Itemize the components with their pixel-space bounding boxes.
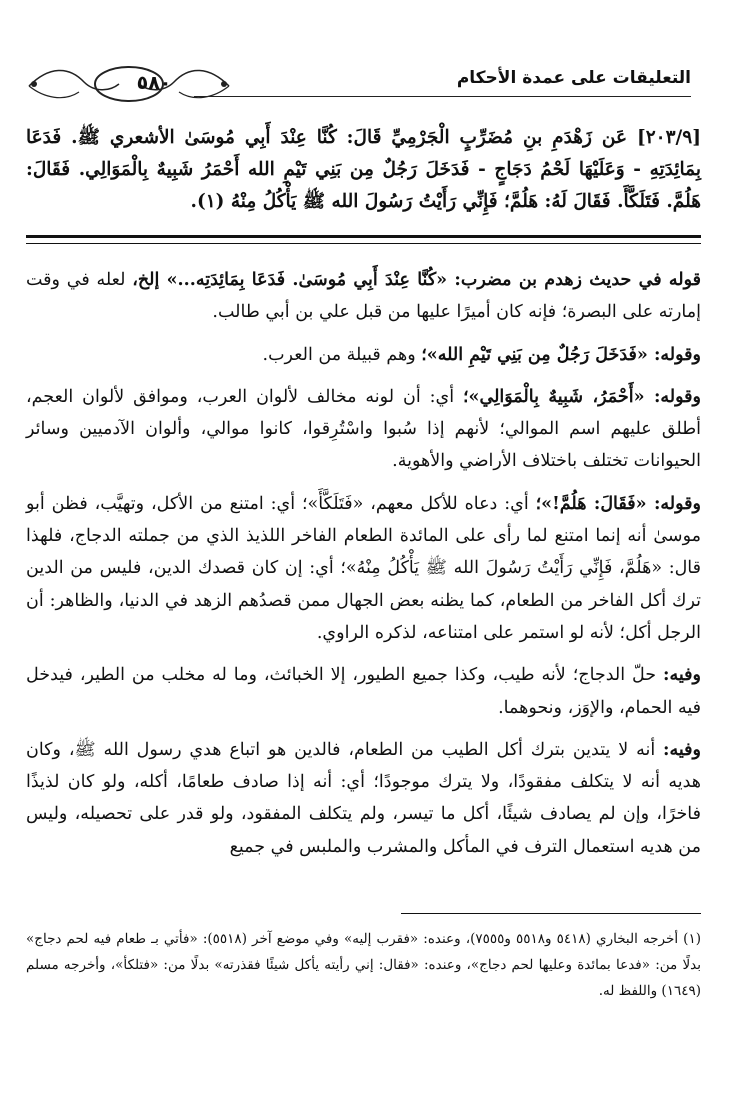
paragraph-lead: وقوله: «فَقَالَ: هَلُمَّ!»؛: [535, 493, 701, 514]
paragraph-text: أي: دعاه للأكل معهم، «فَتَلَكَّأَ»؛ أي: امتنع من الأكل، وتهيَّب، فظن أبو موسىٰ أنه إنما امتنع لما رأى على المائدة الطعام الفاخر اللذيذ الذي من جملته الدجاج، فلهذا قال: «هَلُمَّ، فَإِنِّي رَأَيْتُ رَسُولَ الله ﷺ يَأْكُلُ مِنْهُ»؛ أي: إن كان قصدك الدين، فليس من الدين ترك أكل الفاخر من الطعام، كما يظنه بعض الجهال ممن قصدُهم الزهد في الدنيا، والظاهر: أن الرجل أكل؛ لأنه لو استمر على امتناعه، لذكره الراوي.: [26, 493, 701, 643]
paragraph-text: حلّ الدجاج؛ لأنه طيب، وكذا جميع الطيور، إلا الخبائث، وما له مخلب من الطير، فيدخل فيه الحمام، والإوَز، ونحوهما.: [26, 665, 701, 718]
footnote-text: أخرجه البخاري (٥٤١٨ و٥٥١٨ و٧٥٥٥)، وعنده: «فقرب إليه» وفي موضع آخر (٥٥١٨): «فأتي بـ طعام فيه لحم دجاج» بدلًا من: «فدعا بمائدة وعليها لحم دجاج»، وعنده: «فقال: إني رأيته يأكل شيئًا فقذرته» بدلًا من: «فتلكأ»، وأخرجه مسلم (١٦٤٩) واللفظ له.: [26, 931, 701, 999]
paragraph-lead: وفيه:: [663, 665, 701, 686]
hadith-number: [٢٠٣/٩]: [636, 127, 701, 148]
header-rule: [194, 96, 691, 97]
commentary-paragraph: [26, 381, 701, 478]
running-title: التعليقات على عمدة الأحكام: [456, 68, 691, 88]
commentary-paragraph: [26, 339, 701, 371]
hadith-body: عَن زَهْدَمِ بنِ مُضَرِّبٍ الْجَرْمِيِّ قَالَ: كُنَّا عِنْدَ أَبِي مُوسَىٰ الأشعري ﷺ. فَدَعَا بِمَائِدَتِهِ - وَعَلَيْهَا لَحْمُ دَجَاجٍ - فَدَخَلَ رَجُلٌ مِن بَنِي تَيْمِ الله أَحْمَرُ شَبِيهٌ بِالْمَوَالِي. فَقَالَ: هَلُمَّ. فَتَلَكَّأَ. فَقَالَ لَهُ: هَلُمَّ؛ فَإِنِّي رَأَيْتُ رَسُولَ الله ﷺ يَأْكُلُ مِنْهُ: [26, 127, 701, 212]
page-header: [24, 62, 691, 112]
page-number: ٥٨٠: [136, 72, 172, 94]
commentary-paragraph: [26, 659, 701, 724]
commentary-paragraph: [26, 734, 701, 863]
footnote-marker: (١): [683, 931, 701, 947]
section-divider: [26, 235, 701, 244]
paragraph-text: أنه لا يتدين بترك أكل الطيب من الطعام، فالدين هو اتباع هدي رسول الله ﷺ، وكان هديه أنه لا يتكلف مفقودًا، ولا يترك موجودًا؛ أي: أنه إذا صادف طعامًا، أكله، ولو كان لذيذًا فاخرًا، وإن لم يصادف شيئًا، أكل ما تيسر، ولم يتكلف المفقود، ولو قدر على تحصيله، وليس من هديه استعمال الترف في المأكل والمشرب والملبس في جميع: [26, 739, 701, 857]
paragraph-lead: وفيه:: [663, 739, 701, 760]
paragraph-text: أي: أن لونه مخالف لألوان العرب، وموافق لألوان العجم، أطلق عليهم اسم الموالي؛ لأنهم إذا سُبوا واسْتُرِقوا، كانوا موالي، وألوان الآدميين وسائر الحيوانات تختلف باختلاف الأراضي والأهوية.: [26, 386, 701, 472]
paragraph-text: لعله في وقت إمارته على البصرة؛ فإنه كان أميرًا عليها من قبل علي بن أبي طالب.: [26, 270, 701, 323]
footnote-ref: (١).: [190, 191, 225, 212]
paragraph-text: وهم قبيلة من العرب.: [262, 344, 422, 365]
hadith-text: [26, 122, 701, 218]
paragraph-lead: قوله في حديث زهدم بن مضرب: «كُنَّا عِنْدَ أَبِي مُوسَىٰ. فَدَعَا بِمَائِدَتِه...» إلخ،: [132, 270, 701, 290]
paragraph-lead: وقوله: «أَحْمَرُ، شَبِيهٌ بِالْمَوَالِي»؛: [462, 386, 701, 407]
footnote-rule: [401, 913, 701, 914]
commentary-paragraph: [26, 264, 701, 329]
paragraph-lead: وقوله: «فَدَخَلَ رَجُلٌ مِن بَنِي تَيْمِ الله»؛: [421, 344, 701, 365]
commentary: [26, 264, 701, 873]
commentary-paragraph: [26, 488, 701, 649]
footnote: [26, 926, 701, 1004]
